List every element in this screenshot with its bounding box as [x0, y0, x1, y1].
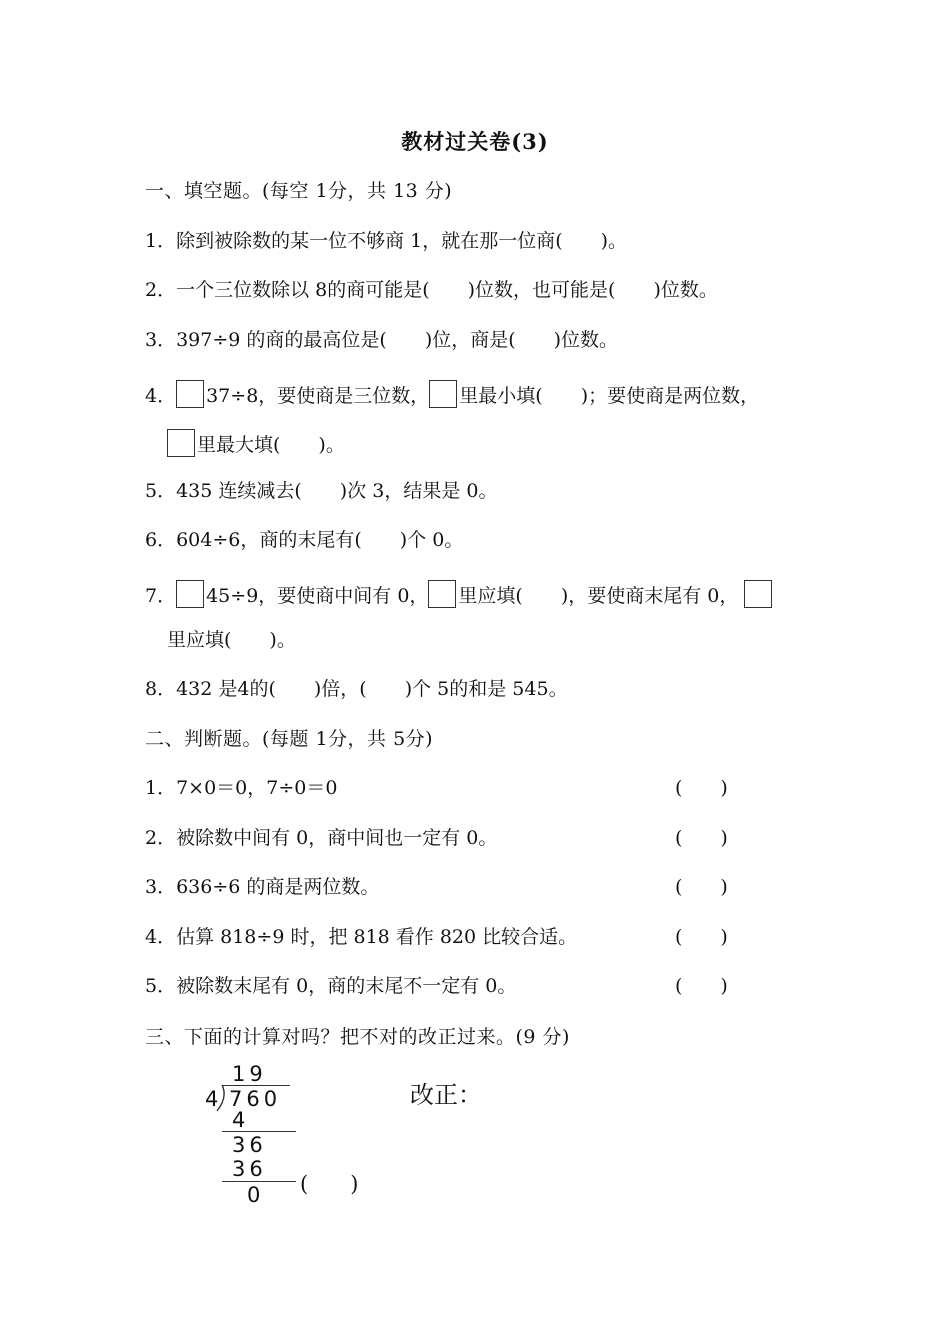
question-4-number: 4．	[145, 385, 177, 407]
question-7-number: 7．	[145, 585, 177, 607]
page-title: 教材过关卷(3)	[401, 129, 549, 154]
judge-item-2-paren[interactable]: ( )	[675, 827, 728, 849]
question-8: 8．432 是4的( )倍，( )个 5的和是 545。	[145, 678, 568, 700]
answer-box[interactable]	[429, 380, 457, 408]
answer-box[interactable]	[176, 380, 204, 408]
judge-item-4-paren[interactable]: ( )	[675, 926, 728, 948]
answer-box[interactable]	[428, 580, 456, 608]
division-quotient: 19	[232, 1062, 267, 1086]
question-4-part-a: 37÷8，要使商是三位数，	[206, 385, 430, 407]
section2-heading: 二、判断题。(每题 1分，共 5分)	[145, 728, 434, 750]
question-6: 6．604÷6，商的末尾有( )个 0。	[145, 529, 464, 551]
judge-item-2-text: 2．被除数中间有 0，商中间也一定有 0。	[145, 827, 498, 849]
division-step-3: 36	[232, 1157, 267, 1181]
judge-item-3-text: 3．636÷6 的商是两位数。	[145, 876, 380, 898]
question-1: 1．除到被除数的某一位不够商 1，就在那一位商( )。	[145, 230, 628, 252]
question-7-line1	[145, 580, 774, 610]
division-step-2: 36	[232, 1133, 267, 1157]
division-bar	[222, 1085, 290, 1086]
division-line-1	[222, 1131, 296, 1132]
question-7-part-b: 里应填( )，要使商末尾有 0，	[458, 585, 739, 607]
question-4-part-b: 里最小填( )；要使商是两位数，	[459, 385, 760, 407]
division-step-1: 4	[232, 1108, 246, 1132]
section3-heading: 三、下面的计算对吗？把不对的改正过来。(9 分)	[145, 1026, 570, 1048]
answer-box[interactable]	[167, 429, 195, 457]
correction-label: 改正：	[410, 1081, 482, 1109]
question-4-line1	[145, 380, 759, 410]
judge-item-5-text: 5．被除数末尾有 0，商的末尾不一定有 0。	[145, 975, 517, 997]
answer-box[interactable]	[744, 580, 772, 608]
judge-item-3-paren[interactable]: ( )	[675, 876, 728, 898]
judge-item-5-paren[interactable]: ( )	[675, 975, 728, 997]
question-3: 3．397÷9 的商的最高位是( )位，商是( )位数。	[145, 329, 619, 351]
division-line-2	[222, 1181, 296, 1182]
answer-box[interactable]	[176, 580, 204, 608]
division-judge-paren[interactable]: ( )	[300, 1172, 359, 1196]
division-divisor: 4	[205, 1087, 219, 1111]
question-2: 2．一个三位数除以 8的商可能是( )位数，也可能是( )位数。	[145, 279, 718, 301]
section1-heading: 一、填空题。(每空 1分，共 13 分)	[145, 180, 453, 202]
question-4-line2	[167, 429, 345, 459]
question-5: 5．435 连续减去( )次 3，结果是 0。	[145, 480, 498, 502]
division-remainder: 0	[247, 1183, 261, 1207]
question-4-part-c: 里最大填( )。	[197, 434, 345, 456]
judge-item-4-text: 4．估算 818÷9 时，把 818 看作 820 比较合适。	[145, 926, 578, 948]
division-dividend: 760	[229, 1087, 282, 1111]
question-7-part-a: 45÷9，要使商中间有 0，	[206, 585, 429, 607]
judge-item-1-text: 1．7×0＝0，7÷0＝0	[145, 777, 338, 799]
judge-item-1-paren[interactable]: ( )	[675, 777, 728, 799]
question-7-part-c: 里应填( )。	[167, 629, 296, 651]
